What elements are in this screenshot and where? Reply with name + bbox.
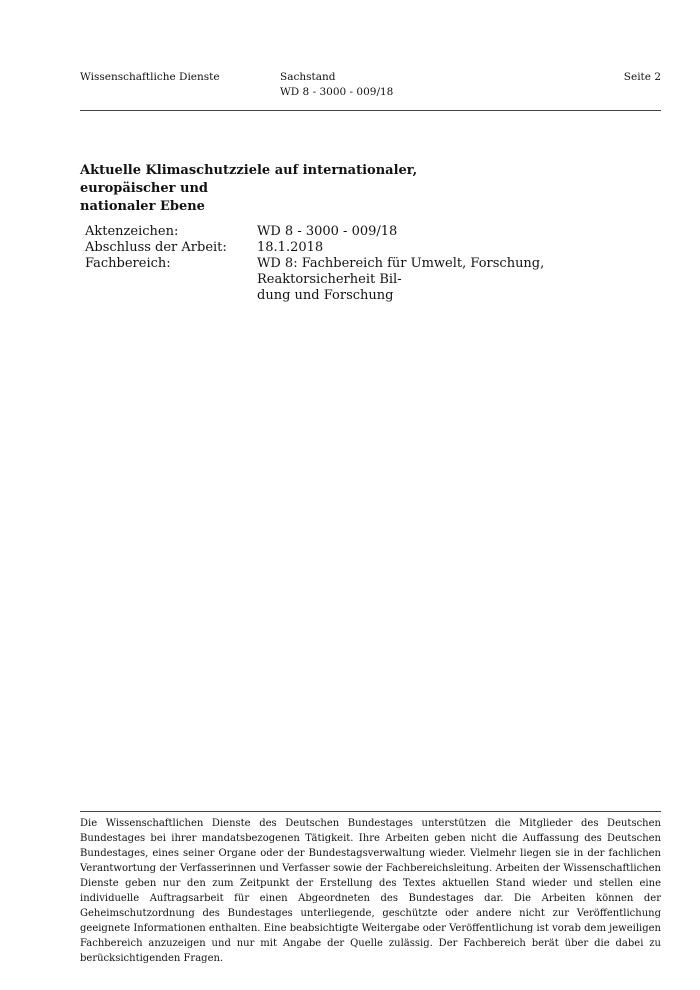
fachbereich-value-line-1: WD 8: Fachbereich für Umwelt, Forschung, Reaktorsicherheit Bil- <box>257 256 545 287</box>
header-divider <box>80 110 661 111</box>
meta-row-aktenzeichen <box>85 224 661 240</box>
document-metadata <box>85 224 661 304</box>
meta-row-fachbereich <box>85 256 661 304</box>
meta-row-abschluss <box>85 240 661 256</box>
aktenzeichen-label: Aktenzeichen: <box>85 224 179 239</box>
fachbereich-label: Fachbereich: <box>85 256 171 271</box>
header-doc-info <box>280 70 393 100</box>
fachbereich-value-line-2: dung und Forschung <box>257 288 394 303</box>
footer-disclaimer: Die Wissenschaftlichen Dienste des Deutschen Bundestages unterstützen die Mitglieder des Deutschen Bundestages bei ihrer mandatsbezogenen Tätigkeit. Ihre Arbeiten geben nicht die Auffassung des Deutschen Bundestages, eines seiner Organe oder der Bundestagsverwaltung wieder. Vielmehr liegen sie in der fachlichen Verantwortung der Verfasserinnen und Verfasser sowie der Fachbereichsleitung. Arbeiten der Wissenschaftlichen Dienste geben nur den zum Zeitpunkt der Erstellung des Textes aktuellen Stand wieder und stellen eine individuelle Auftragsarbeit für einen Abgeordneten des Bundestages dar. Die Arbeiten können der Geheimschutzordnung des Bundestages unterliegende, geschützte oder andere nicht zur Veröffentlichung geeignete Informationen enthalten. Eine beabsichtigte Weitergabe oder Veröffentlichung ist vorab dem jeweiligen Fachbereich anzuzeigen und nur mit Angabe der Quelle zulässig. Der Fachbereich berät über die dabei zu berücksichtigenden Fragen. <box>80 818 661 964</box>
abschluss-label: Abschluss der Arbeit: <box>85 240 227 255</box>
header-org: Wissenschaftliche Dienste <box>80 71 220 83</box>
title-line-2: nationaler Ebene <box>80 199 205 214</box>
page-number: Seite 2 <box>623 71 661 83</box>
document-title <box>80 162 510 216</box>
abschluss-value: 18.1.2018 <box>257 240 324 255</box>
title-line-1: Aktuelle Klimaschutzziele auf internationaler, europäischer und <box>80 163 418 196</box>
header-doc-number: WD 8 - 3000 - 009/18 <box>280 86 394 98</box>
aktenzeichen-value: WD 8 - 3000 - 009/18 <box>257 224 398 239</box>
fachbereich-value <box>257 256 661 304</box>
header-doc-type: Sachstand <box>280 71 336 83</box>
footer-divider <box>80 811 661 812</box>
